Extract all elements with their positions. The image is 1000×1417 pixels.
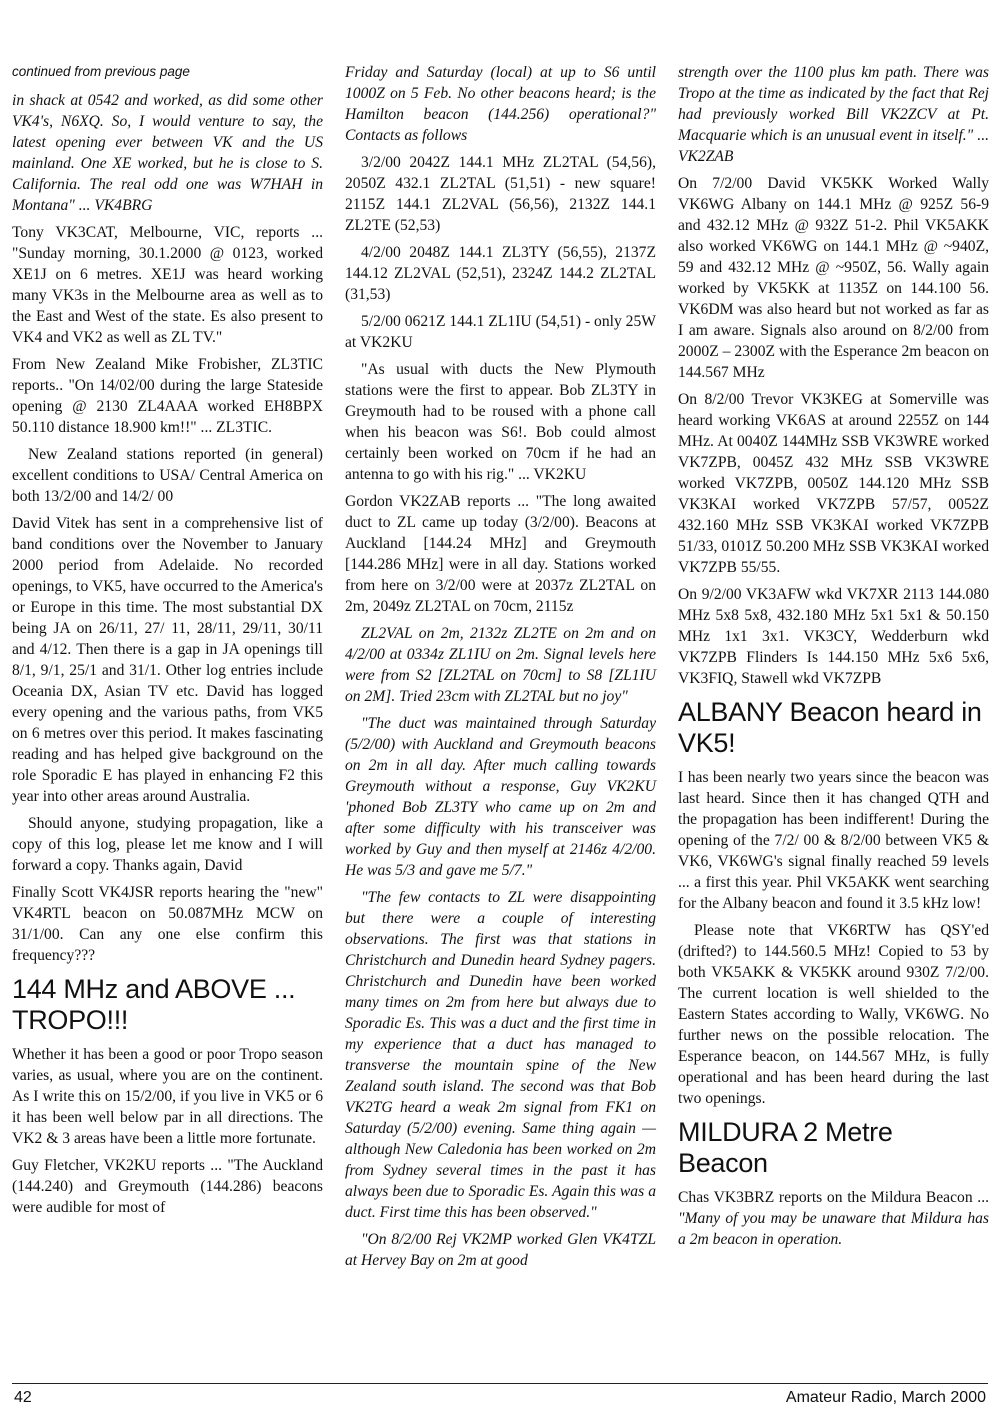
paragraph: in shack at 0542 and worked, as did some other VK4's, N6XQ. So, I would venture to say, the latest opening ever between VK and the US mainland. One XE worked, but he is close to S. California. The real odd one was W7HAH in Montana" ... VK4BRG <box>12 92 323 214</box>
paragraph: On 7/2/00 David VK5KK Worked Wally VK6WG Albany on 144.1 MHz @ 925Z 56-9 and 432.12 MHz @ 932Z 51-2. Phil VK5AKK also worked VK6WG on 144.1 MHz @ ~940Z, 59 and 432.12 MHz @ ~950Z, 56. Wally again worked by VK5KK at 1135Z on 144.100 56. VK6DM was also heard but not worked as far as I am aware. Signals also around on 8/2/00 from 2000Z – 2300Z with the Esperance 2m beacon on 144.567 MHz <box>678 175 989 381</box>
paragraph: "As usual with ducts the New Plymouth stations were the first to appear. Bob ZL3TY in Greymouth had to be roused with a phone call when his beacon was S6!. Bob could almost certainly been worked on 70cm if he had an antenna to go with his rig." ... VK2KU <box>345 361 656 483</box>
paragraph <box>678 1187 989 1250</box>
paragraph: "The few contacts to ZL were disappointing but there were a couple of interesting observations. The first was that stations in Christchurch and Dunedin heard Sydney pagers. Christchurch and Dunedin have been worked many times on 2m from here but always due to Sporadic Es. This was a duct and the first time in my experience that a duct has managed to transverse the mountain spine of the New Zealand south island. The second was that Bob VK2TG heard a weak 2m signal from FK1 on Saturday (5/2/00) evening. Same thing again — although New Caledonia has been worked on 2m from Sydney several times in the past it has always been due to Sporadic Es. Again this was a duct. First time this has been observed." <box>345 889 656 1221</box>
paragraph: New Zealand stations reported (in general) excellent conditions to USA/ Central America on both 13/2/00 and 14/2/ 00 <box>12 446 323 505</box>
paragraph: 4/2/00 2048Z 144.1 ZL3TY (56,55), 2137Z 144.12 ZL2VAL (52,51), 2324Z 144.2 ZL2TAL (31,53) <box>345 244 656 303</box>
paragraph: Should anyone, studying propagation, like a copy of this log, please let me know and I will forward a copy. Thanks again, David <box>12 815 323 874</box>
paragraph: "On 8/2/00 Rej VK2MP worked Glen VK4TZL at Hervey Bay on 2m at good <box>345 1231 656 1269</box>
paragraph: 3/2/00 2042Z 144.1 MHz ZL2TAL (54,56), 2050Z 432.1 ZL2TAL (51,51) - new square! 2115Z 144.1 ZL2VAL (56,56), 2132Z 144.1 ZL2TE (52,53) <box>345 154 656 234</box>
paragraph: ZL2VAL on 2m, 2132z ZL2TE on 2m and on 4/2/00 at 0334z ZL1IU on 2m. Signal levels here were from S2 [ZL2TAL on 70cm] to S8 [ZL1IU on 2M]. Tried 23cm with ZL2TAL but no joy" <box>345 625 656 705</box>
column-left <box>12 62 323 1224</box>
paragraph: Tony VK3CAT, Melbourne, VIC, reports ... "Sunday morning, 30.1.2000 @ 0123, worked XE1J on 6 metres. XE1J was heard working many VK3s in the Melbourne area as well as to the East and West of the state. Es also present to VK4 and VK2 as well as ZL TV." <box>12 224 323 346</box>
paragraph: On 8/2/00 Trevor VK3KEG at Somerville was heard working VK6AS at around 2255Z on 144 MHz. At 0040Z 144MHz SSB VK3WRE worked VK7ZPB, 0045Z 432 MHz SSB VK3WRE worked VK7ZPB, 0050Z 144.120 MHz SSB VK3KAI worked VK7ZPB 57/57, 0052Z 432.160 MHz SSB VK3KAI worked VK7ZPB 51/33, 0101Z 50.200 MHz SSB VK3KAI worked VK7ZPB 55/55. <box>678 391 989 576</box>
paragraph-lead: Chas VK3BRZ reports on the Mildura Beacon ... <box>678 1189 989 1206</box>
continued-note: continued from previous page <box>12 64 190 79</box>
paragraph: Friday and Saturday (local) at up to S6 until 1000Z on 5 Feb. No other beacons heard; is the Hamilton beacon (144.256) operational?" Contacts as follows <box>345 64 656 144</box>
page-number: 42 <box>14 1389 32 1406</box>
paragraph: On 9/2/00 VK3AFW wkd VK7XR 2113 144.080 MHz 5x8 5x8, 432.180 MHz 5x1 5x1 & 50.150 MHz 1x1 3x1. VK3CY, Wedderburn wkd VK7ZPB Flinders Is 144.150 MHz 5x6 5x6, VK3FIQ, Stawell wkd VK7ZPB <box>678 586 989 687</box>
footer-divider <box>12 1383 988 1384</box>
paragraph: Please note that VK6RTW has QSY'ed (drifted?) to 144.560.5 MHz! Copied to 53 by both VK5AKK & VK5KK around 930Z 7/2/00. The current location is well shielded to the Eastern States according to Wally, VK6WG. No further news on the possible relocation. The Esperance beacon, on 144.567 MHz, is fully operational and has been heard during the last two openings. <box>678 922 989 1107</box>
paragraph-quote: "Many of you may be unaware that Mildura has a 2m beacon in operation. <box>678 1210 989 1248</box>
paragraph: Finally Scott VK4JSR reports hearing the "new" VK4RTL beacon on 50.087MHz MCW on 31/1/00. Can any one else confirm this frequency??? <box>12 884 323 964</box>
section-heading-tropo: 144 MHz and ABOVE ... TROPO!!! <box>12 974 296 1035</box>
column-right <box>678 62 989 1256</box>
publication-info: Amateur Radio, March 2000 <box>785 1389 986 1406</box>
paragraph: I has been nearly two years since the beacon was last heard. Since then it has changed QTH and the propagation has been indifferent! During the opening of the 7/2/ 00 & 8/2/00 between VK5 & VK6, VK6WG's signal finally reached 59 levels ... a first this year. Phil VK5AKK went searching for the Albany beacon and found it 3.5 kHz low! <box>678 769 989 912</box>
paragraph: Gordon VK2ZAB reports ... "The long awaited duct to ZL came up today (3/2/00). Beacons at Auckland [144.24 MHz] and Greymouth [144.286 MHz] were in all day. Stations worked from here on 3/2/00 were at 2037z ZL2TAL on 2m, 2049z ZL2TAL on 70cm, 2115z <box>345 493 656 615</box>
paragraph: Guy Fletcher, VK2KU reports ... "The Auckland (144.240) and Greymouth (144.286) beacons were audible for most of <box>12 1157 323 1216</box>
section-heading-albany: ALBANY Beacon heard in VK5! <box>678 697 982 758</box>
column-middle <box>345 62 656 1277</box>
paragraph: strength over the 1100 plus km path. There was Tropo at the time as indicated by the fact that Rej had previously worked Bill VK2ZCV at Pt. Macquarie which is an unusual event in itself." ... VK2ZAB <box>678 64 989 165</box>
paragraph: From New Zealand Mike Frobisher, ZL3TIC reports.. "On 14/02/00 during the large Stateside opening @ 2130 ZL4AAA worked EH8BPX 50.110 distance 18.900 km!!" ... ZL3TIC. <box>12 356 323 436</box>
section-heading-mildura: MILDURA 2 Metre Beacon <box>678 1117 893 1178</box>
paragraph: Whether it has been a good or poor Tropo season varies, as usual, where you are on the continent. As I write this on 15/2/00, if you live in VK5 or 6 it has been well below par in all directions. The VK2 & 3 areas have been a little more fortunate. <box>12 1046 323 1147</box>
paragraph: "The duct was maintained through Saturday (5/2/00) with Auckland and Greymouth beacons on 2m in all day. After much calling towards Greymouth without a response, Guy VK2KU 'phoned Bob ZL3TY who came up on 2m and after some difficulty with his transceiver was worked by Guy and then myself at 2146z 4/2/00. He was 5/3 and gave me 5/7." <box>345 715 656 879</box>
paragraph: David Vitek has sent in a comprehensive list of band conditions over the November to January 2000 period from Adelaide. No recorded openings, to VK5, have occurred to the America's or Europe in this time. The most substantial DX being JA on 26/11, 27/ 11, 28/11, 29/11, 30/11 and 4/12. Then there is a gap in JA openings till 8/1, 9/1, 25/1 and 31/1. Other log entries include Oceania DX, Asian TV etc. David has logged every opening and the various paths, from VK5 on 6 metres over this period. It makes fascinating reading and has helped give background on the role Sporadic E has played in enhancing F2 this year into other areas around Australia. <box>12 515 323 805</box>
paragraph: 5/2/00 0621Z 144.1 ZL1IU (54,51) - only 25W at VK2KU <box>345 313 656 351</box>
